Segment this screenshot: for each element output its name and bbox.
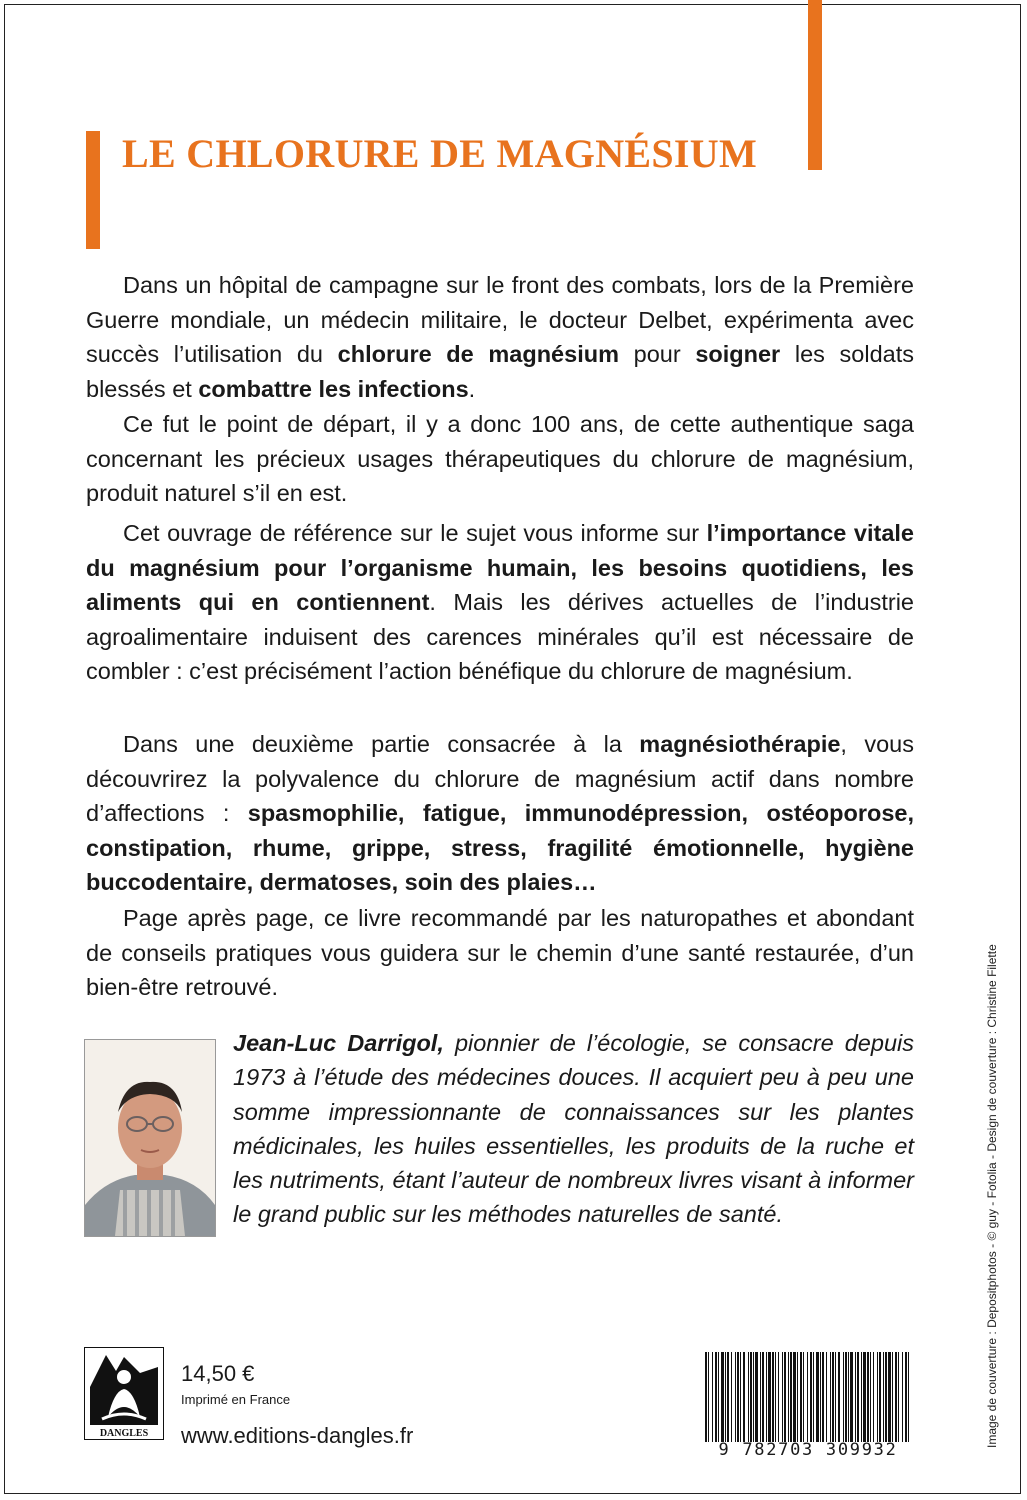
dangles-logo-icon xyxy=(84,1347,164,1440)
barcode-bar xyxy=(822,1352,824,1442)
author-portrait-image xyxy=(85,1040,215,1236)
barcode-bar xyxy=(797,1352,798,1442)
barcode-bar xyxy=(863,1352,866,1442)
isbn-number: 9 782703 309932 xyxy=(718,1440,898,1460)
barcode-bar xyxy=(908,1352,909,1442)
barcode-bar xyxy=(892,1352,893,1442)
barcode-bar xyxy=(810,1352,812,1442)
paragraph-1: Dans un hôpital de campagne sur le front des combats, lors de la Première Guerre mondiale, un médecin militaire, le docteur Delbet, expérimenta avec succès l’utilisation du chlorure de magnésium pour soigner les soldats blessés et combattre les infections. xyxy=(86,272,915,402)
barcode-bar xyxy=(778,1352,779,1442)
barcode-bar xyxy=(848,1352,849,1442)
barcode-bar xyxy=(705,1352,707,1442)
cover-credits: Image de couverture : Depositphotos - © guy - Fotolia - Design de couverture : Christine Filette xyxy=(985,944,999,1448)
printed-in: Imprimé en France xyxy=(181,1392,291,1407)
paragraph-5: Page après page, ce livre recommandé par les naturopathes et abondant de conseils pratiques vous guidera sur le chemin d’une santé restaurée, d’un bien-être retrouvé. xyxy=(86,905,914,1000)
barcode xyxy=(703,1352,913,1442)
paragraph-4: Dans une deuxième partie consacrée à la magnésiothérapie, vous découvrirez la polyvalence du chlorure de magnésium actif dans nombre d’affections : spasmophilie, fatigue, immunodépression, ostéoporose, constipation, rhume, grippe, stress, fragilité émotionnelle, hygiène buccodentaire, dermatoses, soin des plaies… xyxy=(86,731,914,895)
barcode-bar xyxy=(861,1352,862,1442)
barcode-bar xyxy=(830,1352,831,1442)
publisher-logo xyxy=(84,1347,164,1440)
barcode-bar xyxy=(800,1352,802,1442)
barcode-bar xyxy=(775,1352,776,1442)
barcode-bar xyxy=(877,1352,878,1442)
barcode-bar xyxy=(725,1352,726,1442)
barcode-bar xyxy=(743,1352,745,1442)
barcode-bar xyxy=(748,1352,749,1442)
barcode-bar xyxy=(727,1352,729,1442)
barcode-bar xyxy=(905,1352,907,1442)
paragraph-2: Ce fut le point de départ, il y a donc 100 ans, de cette authentique saga concernant les précieux usages thérapeutiques du chlorure de magnésium, produit naturel s’il en est. xyxy=(86,411,914,506)
publisher-website: www.editions-dangles.fr xyxy=(181,1423,414,1448)
barcode-bar xyxy=(762,1352,764,1442)
barcode-bar xyxy=(753,1352,754,1442)
barcode-bar xyxy=(788,1352,789,1442)
barcode-bar xyxy=(750,1352,752,1442)
barcode-bar xyxy=(715,1352,717,1442)
barcode-bar xyxy=(782,1352,783,1442)
barcode-bar xyxy=(826,1352,827,1442)
book-title: LE CHLORURE DE MAGNÉSIUM xyxy=(122,131,758,176)
barcode-bar xyxy=(813,1352,814,1442)
barcode-bar xyxy=(803,1352,804,1442)
barcode-bar xyxy=(807,1352,808,1442)
barcode-bar xyxy=(843,1352,844,1442)
barcode-bar xyxy=(784,1352,786,1442)
barcode-bar xyxy=(898,1352,899,1442)
author-bio: Jean-Luc Darrigol, pionnier de l’écologie, se consacre depuis 1973 à l’étude des médecines douces. Il acquiert peu à peu une somme impressionnante de connaissances sur les plantes médicinales, les huiles essentielles, les produits de la ruche et les nutriments, étant l’auteur de nombreux livres visant à informer le grand public sur les méthodes naturelles de santé. xyxy=(233,1030,914,1228)
barcode-bar xyxy=(883,1352,884,1442)
barcode-bar xyxy=(755,1352,758,1442)
barcode-bar xyxy=(718,1352,719,1442)
barcode-bar xyxy=(879,1352,881,1442)
barcode-bar xyxy=(832,1352,834,1442)
price: 14,50 € xyxy=(181,1361,255,1386)
barcode-bar xyxy=(793,1352,796,1442)
paragraph-3: Cet ouvrage de référence sur le sujet vous informe sur l’importance vitale du magnésium pour l’organisme humain, les besoins quotidiens, les aliments qui en contiennent. Mais les dérives actuelles de l’industrie agroalimentaire induisent des carences minérales qu’il est nécessaire de combler : c’est précisément l’action bénéfique du chlorure de magnésium. xyxy=(86,520,914,684)
barcode-bar xyxy=(816,1352,819,1442)
barcode-bar xyxy=(737,1352,739,1442)
publisher-logo-text: DANGLES xyxy=(99,1428,149,1439)
barcode-bar xyxy=(855,1352,856,1442)
barcode-bar xyxy=(888,1352,891,1442)
barcode-bar xyxy=(857,1352,859,1442)
barcode-bar xyxy=(820,1352,821,1442)
accent-bar-left xyxy=(86,131,100,249)
accent-bar-right xyxy=(808,0,822,170)
barcode-bar xyxy=(873,1352,874,1442)
author-photo xyxy=(84,1039,216,1237)
barcode-bar xyxy=(835,1352,836,1442)
barcode-bar xyxy=(760,1352,761,1442)
barcode-bar xyxy=(766,1352,767,1442)
barcode-bar xyxy=(768,1352,771,1442)
barcode-bar xyxy=(721,1352,724,1442)
barcode-bar xyxy=(731,1352,732,1442)
barcode-bar xyxy=(838,1352,840,1442)
barcode-bar xyxy=(712,1352,713,1442)
barcode-bar xyxy=(708,1352,709,1442)
barcode-bar xyxy=(845,1352,847,1442)
barcode-bar xyxy=(850,1352,853,1442)
barcode-bar xyxy=(867,1352,869,1442)
barcode-bar xyxy=(735,1352,736,1442)
barcode-bar xyxy=(740,1352,741,1442)
barcode-bar xyxy=(790,1352,792,1442)
barcode-bar xyxy=(772,1352,774,1442)
barcode-bar xyxy=(870,1352,871,1442)
barcode-bar xyxy=(885,1352,887,1442)
barcode-bar xyxy=(902,1352,903,1442)
barcode-bar xyxy=(895,1352,897,1442)
